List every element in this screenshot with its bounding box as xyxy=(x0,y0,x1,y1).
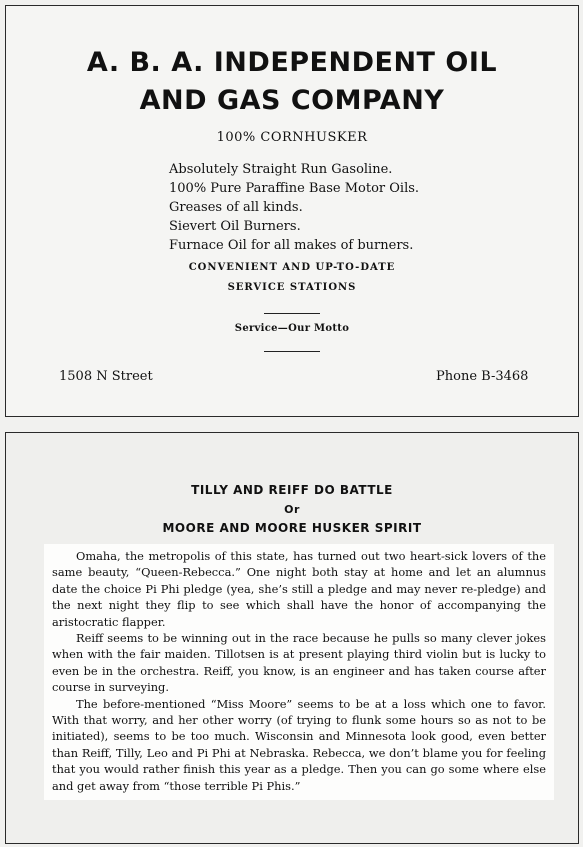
headline-line-1: TILLY AND REIFF DO BATTLE xyxy=(191,483,393,497)
service-stations-heading xyxy=(6,258,578,298)
company-name-line-2: AND GAS COMPANY xyxy=(139,85,445,116)
ad-subtitle: 100% CORNHUSKER xyxy=(216,130,368,145)
product-item: Absolutely Straight Run Gasoline. xyxy=(169,162,393,177)
product-item: Furnace Oil for all makes of burners. xyxy=(169,238,414,253)
product-item: 100% Pure Paraffine Base Motor Oils. xyxy=(169,181,420,196)
product-item: Greases of all kinds. xyxy=(169,200,303,215)
street-address: 1508 N Street xyxy=(59,369,153,384)
article-headline xyxy=(6,481,578,538)
divider-rule xyxy=(264,351,320,352)
article-paragraph: Reiff seems to be winning out in the race because he pulls so many clever jokes when with the fair maiden. Tillotsen is at present playing third violin but is lucky to even be in the orchestra. Reiff, you know, is an engineer and has taken course after course in surveying. xyxy=(52,631,546,695)
phone-number: Phone B-3468 xyxy=(436,369,529,384)
headline-line-2: MOORE AND MOORE HUSKER SPIRIT xyxy=(162,521,422,535)
product-list xyxy=(169,160,419,255)
service-stations-line-1: CONVENIENT AND UP-TO-DATE xyxy=(188,262,396,273)
advertisement-panel xyxy=(5,5,579,417)
product-item: Sievert Oil Burners. xyxy=(169,219,301,234)
article-paragraph: Omaha, the metropolis of this state, has turned out two heart-sick lovers of the same beauty, “Queen-Rebecca.” One night both stay at home and let an alumnus date the choice Pi Phi pledge (yea, she’s still a pledge and may never re-pledge) and the next night they flip to see which shall have the honor of accompanying the aristocratic flapper. xyxy=(52,549,546,629)
article-panel xyxy=(5,432,579,844)
company-name-line-1: A. B. A. INDEPENDENT OIL xyxy=(86,47,498,78)
article-paragraph: The before-mentioned “Miss Moore” seems to be at a loss which one to favor. With that worry, and her other worry (of trying to flunk some hours so as not to be initiated), seems to be too much. Wisconsin and Minnesota look good, even better than Reiff, Tilly, Leo and Pi Phi at Nebraska. Rebecca, we don’t blame you for feeling that you would rather finish this year as a pledge. Then you can go some where else and get away from “those terrible Pi Phis.” xyxy=(52,696,546,793)
service-stations-line-2: SERVICE STATIONS xyxy=(227,282,357,293)
article-body xyxy=(44,544,554,800)
divider-rule xyxy=(264,313,320,314)
motto: Service—Our Motto xyxy=(234,323,350,334)
company-name xyxy=(6,44,578,120)
headline-or: Or xyxy=(284,503,300,516)
